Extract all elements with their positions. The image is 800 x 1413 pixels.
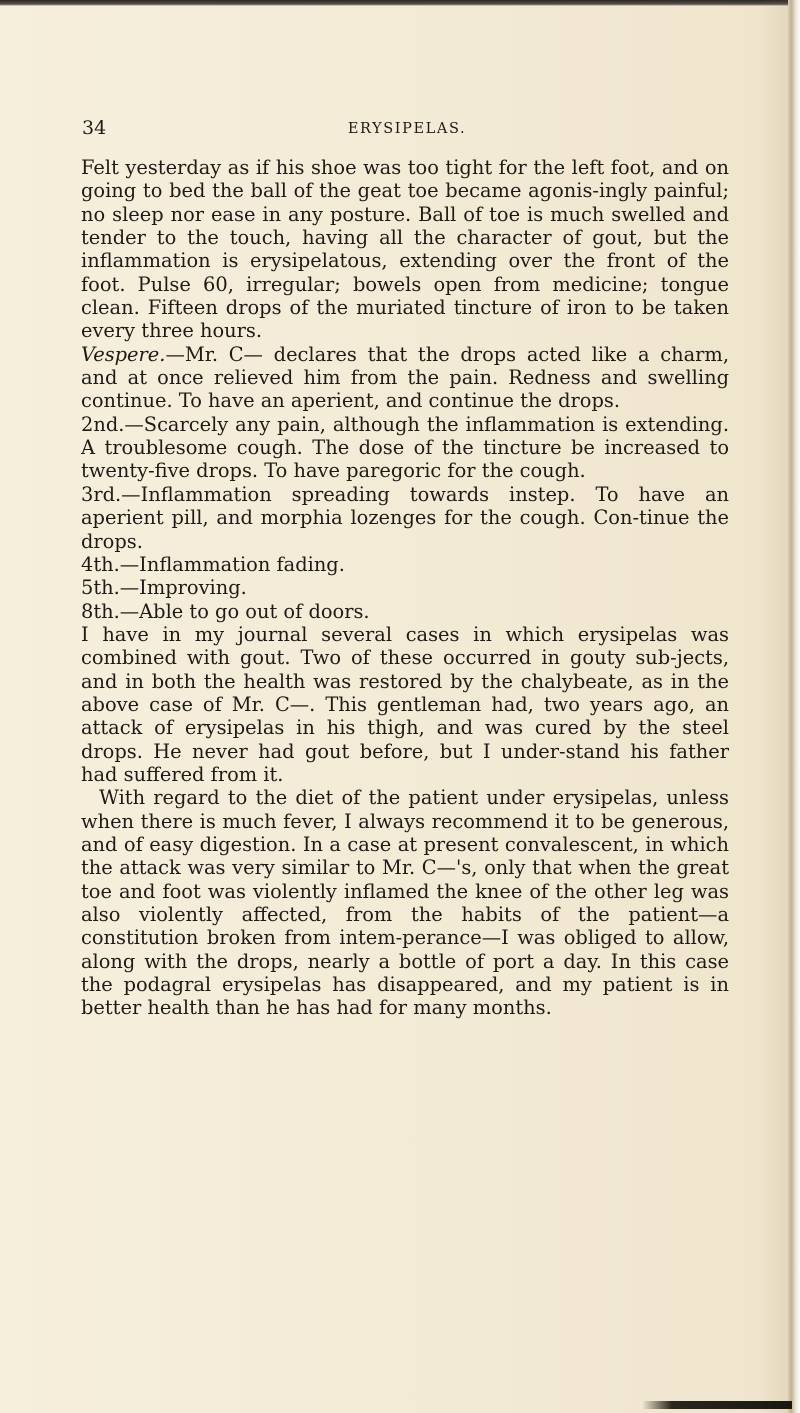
paragraph-6 (81, 576, 729, 599)
paragraph-1 (81, 156, 729, 343)
top-edge-shadow (0, 0, 790, 6)
binding-shadow (760, 0, 788, 1413)
paragraph-6-text: 5th.—Improving. (81, 576, 247, 600)
paragraph-9-text: With regard to the diet of the patient under erysipelas, unless when there is much fever, I always recommend it to be generous, and of easy digestion. In a case at present convalescent, in which the attack was very similar to Mr. C—'s, only that when the great toe and foot was violently inflamed the knee of the other leg was also violently affected, from the habits of the patient—a constitution broken from intem-perance—I was obliged to allow, along with the drops, nearly a bottle of port a day. In this case the podagral erysipelas has disappeared, and my patient is in better health than he has had for many months. (81, 786, 729, 1020)
paragraph-2 (81, 343, 729, 413)
paragraph-3 (81, 413, 729, 483)
paragraph-8-text: I have in my journal several cases in which erysipelas was combined with gout. Two of these occurred in gouty sub-jects, and in both the health was restored by the chalybeate, as in the above case of Mr. C—. This gentleman had, two years ago, an attack of erysipelas in his thigh, and was cured by the steel drops. He never had gout before, but I under-stand his father had suffered from it. (81, 622, 729, 786)
page-number: 34 (82, 117, 107, 139)
paragraph-7 (81, 600, 729, 623)
page-right-edge (788, 0, 800, 1413)
paragraph-2-text: —Mr. C— declares that the drops acted like a charm, and at once relieved him from the pain. Redness and swelling continue. To have an aperient, and continue the drops. (81, 342, 729, 413)
running-title: ERYSIPELAS. (347, 121, 467, 137)
body-text (81, 156, 729, 1020)
page-header (82, 117, 732, 141)
paragraph-1-text: Felt yesterday as if his shoe was too tight for the left foot, and on going to bed the ball of the geat toe became agonis-ingly painful; no sleep nor ease in any posture. Ball of toe is much swelled and tender to the touch, having all the character of gout, but the inflammation is erysipelatous, extending over the front of the foot. Pulse 60, irregular; bowels open from medicine; tongue clean. Fifteen drops of the muriated tincture of iron to be taken every three hours. (81, 156, 729, 343)
paragraph-8 (81, 623, 729, 786)
paragraph-9 (81, 786, 729, 1019)
page-corner-mark (642, 1401, 792, 1409)
paragraph-7-text: 8th.—Able to go out of doors. (81, 599, 370, 623)
paragraph-3-text: 2nd.—Scarcely any pain, although the inflammation is extending. A troublesome cough. The dose of the tincture be increased to twenty-five drops. To have paregoric for the cough. (81, 412, 729, 483)
paragraph-2-lead: Vespere. (81, 342, 166, 366)
paragraph-4 (81, 483, 729, 553)
paragraph-4-text: 3rd.—Inflammation spreading towards instep. To have an aperient pill, and morphia lozenges for the cough. Con-tinue the drops. (81, 482, 729, 553)
paragraph-5-text: 4th.—Inflammation fading. (81, 552, 345, 576)
paragraph-5 (81, 553, 729, 576)
